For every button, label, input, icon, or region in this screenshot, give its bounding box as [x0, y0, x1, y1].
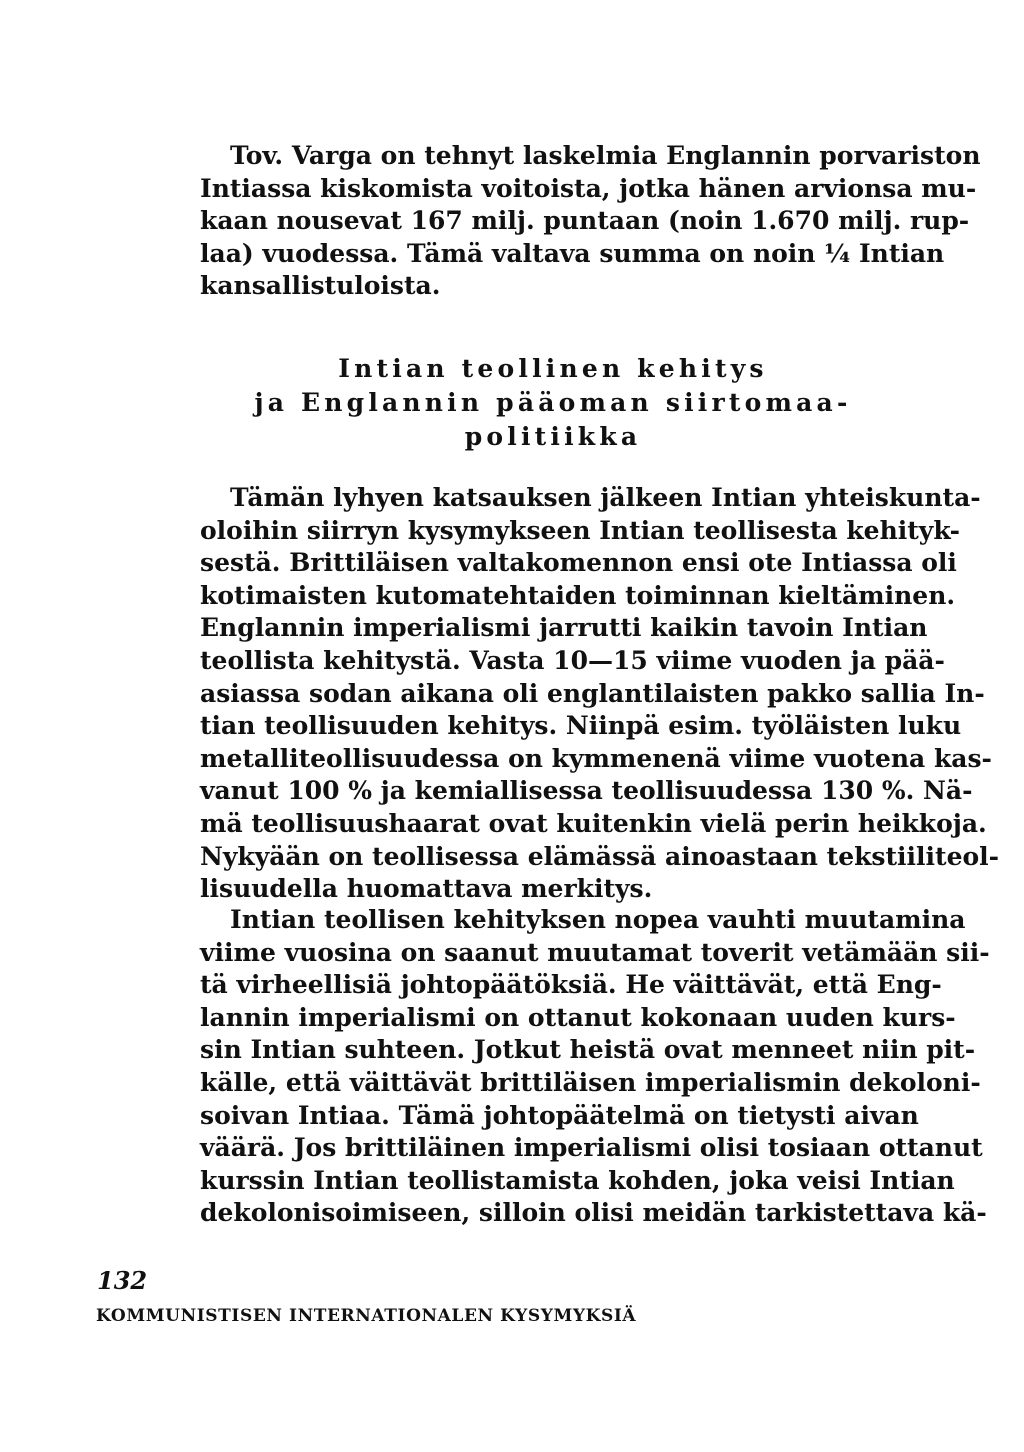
text-line: Nykyään on teollisessa elämässä ainoastaan tekstiiliteol- — [200, 841, 1000, 871]
text-line: Intian teollisen kehityksen nopea vauhti muutamina — [230, 905, 966, 934]
text-line: lannin imperialismi on ottanut kokonaan uuden kurs- — [200, 1002, 956, 1032]
heading-line: ja Englannin pääoman siirtomaa- — [254, 388, 852, 417]
text-line: kaan nousevat 167 milj. puntaan (noin 1.670 milj. rup- — [200, 206, 970, 236]
text-line: sin Intian suhteen. Jotkut heistä ovat menneet niin pit- — [200, 1035, 976, 1065]
text-line: källe, että väittävät brittiläisen imperialismin dekoloni- — [200, 1067, 981, 1097]
text-line: metalliteollisuudessa on kymmenenä viime vuotena kas- — [200, 743, 992, 773]
text-line: mä teollisuushaarat ovat kuitenkin vielä perin heikkoja. — [200, 808, 987, 838]
page-number: 132 — [97, 1266, 148, 1295]
text-line: Intiassa kiskomista voitoista, jotka hänen arvionsa mu- — [200, 173, 977, 203]
text-line: Tämän lyhyen katsauksen jälkeen Intian yhteiskunta- — [230, 483, 981, 512]
text-line: kotimaisten kutomatehtaiden toiminnan kieltäminen. — [200, 580, 956, 610]
paragraph-2 — [200, 482, 1000, 906]
text-line: Tov. Varga on tehnyt laskelmia Englannin porvariston — [230, 141, 981, 170]
text-line: lisuudella huomattava merkitys. — [200, 874, 653, 904]
text-line: viime vuosina on saanut muutamat toverit vetämään sii- — [200, 937, 990, 967]
text-line: kurssin Intian teollistamista kohden, joka veisi Intian — [200, 1165, 955, 1195]
running-footer: KOMMUNISTISEN INTERNATIONALEN KYSYMYKSIÄ — [96, 1306, 637, 1326]
paragraph-3 — [200, 904, 990, 1230]
text-line: kansallistuloista. — [200, 271, 441, 301]
section-heading — [200, 352, 906, 454]
heading-line: Intian teollinen kehitys — [338, 354, 768, 383]
text-line: väärä. Jos brittiläinen imperialismi olisi tosiaan ottanut — [200, 1133, 983, 1163]
text-line: tä virheellisiä johtopäätöksiä. He väittävät, että Eng- — [200, 970, 942, 1000]
text-line: tian teollisuuden kehitys. Niinpä esim. työläisten luku — [200, 711, 962, 741]
text-line: soivan Intiaa. Tämä johtopäätelmä on tietysti aivan — [200, 1100, 919, 1130]
heading-line: politiikka — [464, 422, 642, 451]
text-line: vanut 100 % ja kemiallisessa teollisuudessa 130 %. Nä- — [200, 776, 973, 806]
paragraph-1 — [200, 140, 981, 303]
text-line: sestä. Brittiläisen valtakomennon ensi ote Intiassa oli — [200, 548, 957, 578]
text-line: oloihin siirryn kysymykseen Intian teollisesta kehityk- — [200, 515, 961, 545]
text-line: asiassa sodan aikana oli englantilaisten pakko sallia In- — [200, 678, 985, 708]
text-line: Englannin imperialismi jarrutti kaikin tavoin Intian — [200, 613, 928, 643]
text-line: teollista kehitystä. Vasta 10—15 viime vuoden ja pää- — [200, 645, 945, 675]
text-line: laa) vuodessa. Tämä valtava summa on noin ¼ Intian — [200, 238, 945, 268]
text-line: dekolonisoimiseen, silloin olisi meidän tarkistettava kä- — [200, 1198, 987, 1228]
